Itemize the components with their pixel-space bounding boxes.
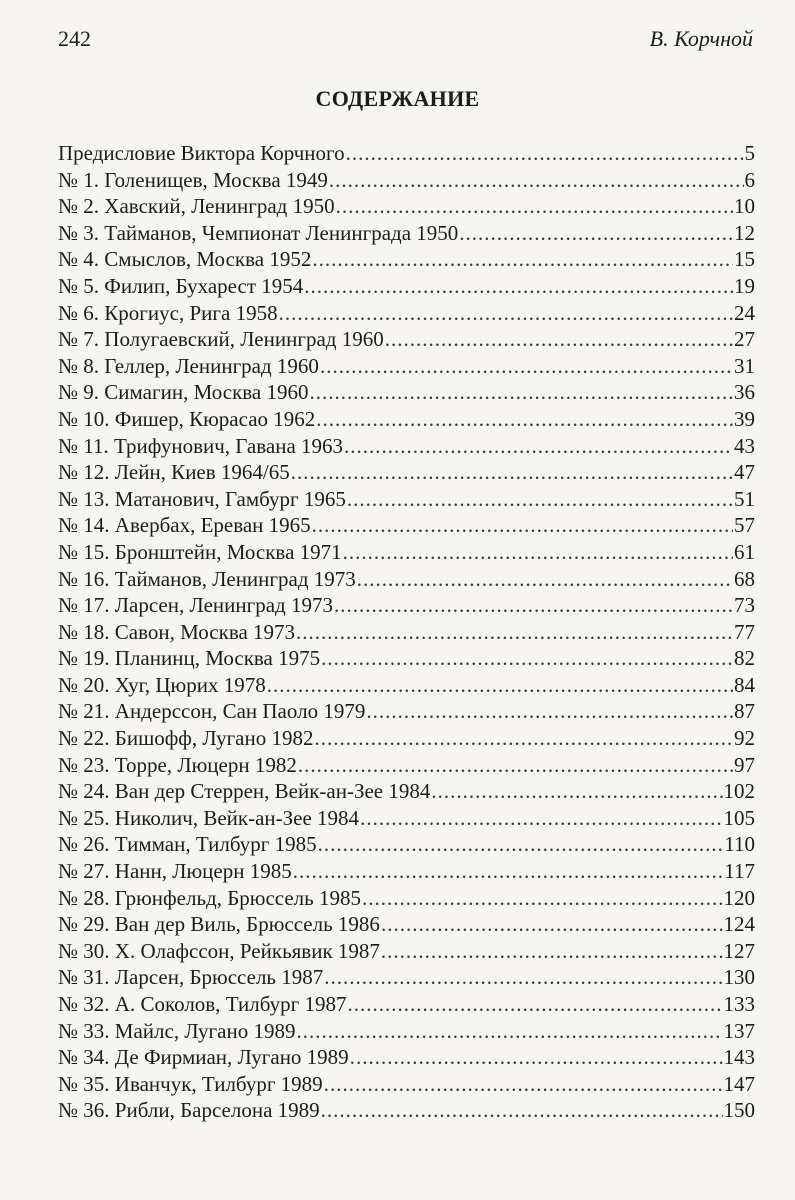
- toc-entry-page: 27: [734, 327, 755, 352]
- toc-entry-title: № 4. Смыслов, Москва 1952: [58, 247, 312, 272]
- dot-leader: [312, 246, 733, 273]
- contents-heading: СОДЕРЖАНИЕ: [315, 86, 480, 111]
- toc-entry-page: 120: [723, 885, 755, 910]
- toc-entry-page: 73: [734, 593, 755, 618]
- toc-entry-page: 147: [723, 1071, 755, 1096]
- toc-entry-page: 6: [744, 167, 755, 192]
- dot-leader: [343, 539, 733, 566]
- toc-entry: [58, 326, 755, 353]
- toc-entry-title: № 13. Матанович, Гамбург 1965: [58, 486, 346, 511]
- toc-entry-page: 87: [734, 699, 755, 724]
- toc-entry-page: 102: [723, 779, 755, 804]
- toc-entry-title: № 36. Рибли, Барселона 1989: [58, 1098, 320, 1123]
- dot-leader: [320, 353, 733, 380]
- toc-entry: [58, 1018, 755, 1045]
- toc-entry-title: № 27. Нанн, Люцерн 1985: [58, 859, 292, 884]
- dot-leader: [312, 512, 733, 539]
- toc-entry: [58, 1044, 755, 1071]
- dot-leader: [296, 1018, 722, 1045]
- toc-entry-page: 150: [723, 1098, 755, 1123]
- toc-entry-title: № 32. А. Соколов, Тилбург 1987: [58, 992, 347, 1016]
- toc-entry: [58, 619, 755, 646]
- toc-entry-title: № 12. Лейн, Киев 1964/65: [58, 460, 290, 485]
- toc-entry-page: 68: [734, 566, 755, 591]
- toc-entry-page: 15: [734, 247, 755, 272]
- toc-entry-title: № 6. Крогиус, Рига 1958: [58, 300, 278, 325]
- toc-entry-title: № 29. Ван дер Виль, Брюссель 1986: [58, 912, 380, 937]
- dot-leader: [324, 964, 722, 991]
- dot-leader: [267, 672, 733, 699]
- toc-entry: [58, 805, 755, 832]
- toc-entry-page: 19: [734, 273, 755, 298]
- toc-entry-title: № 19. Планинц, Москва 1975: [58, 646, 321, 671]
- toc-entry-title: № 31. Ларсен, Брюссель 1987: [58, 965, 324, 990]
- dot-leader: [381, 938, 723, 965]
- toc-entry: [58, 778, 755, 805]
- dot-leader: [296, 619, 733, 646]
- dot-leader: [366, 698, 733, 725]
- toc-entry: [58, 353, 755, 380]
- toc-entry-title: № 25. Николич, Вейк-ан-Зее 1984: [58, 805, 360, 830]
- toc-entry-title: № 16. Тайманов, Ленинград 1973: [58, 566, 356, 591]
- toc-entry-title: № 15. Бронштейн, Москва 1971: [58, 539, 342, 564]
- toc-entry-title: № 35. Иванчук, Тилбург 1989: [58, 1071, 323, 1096]
- toc-entry-page: 110: [724, 832, 755, 857]
- toc-entry-page: 31: [734, 353, 755, 378]
- toc-entry-title: № 22. Бишофф, Лугано 1982: [58, 726, 314, 751]
- toc-entry-page: 82: [734, 646, 755, 671]
- toc-entry: [58, 220, 755, 247]
- toc-entry-page: 57: [734, 513, 755, 538]
- toc-entry: [58, 193, 755, 220]
- toc-entry-title: № 7. Полугаевский, Ленинград 1960: [58, 327, 384, 352]
- toc-entry-title: № 28. Грюнфельд, Брюссель 1985: [58, 885, 361, 910]
- page-number: 242: [58, 26, 91, 51]
- toc-entry-page: 130: [723, 965, 755, 990]
- dot-leader: [350, 1044, 723, 1071]
- toc-entry-title: № 5. Филип, Бухарест 1954: [58, 273, 304, 298]
- toc-entry-page: 61: [734, 539, 755, 564]
- dot-leader: [357, 566, 733, 593]
- toc-entry-page: 117: [724, 859, 755, 884]
- toc-entry: [58, 167, 755, 194]
- toc-entry-title: № 10. Фишер, Кюрасао 1962: [58, 406, 316, 431]
- toc-entry-title: Предисловие Виктора Корчного: [58, 141, 345, 165]
- dot-leader: [318, 831, 724, 858]
- toc-entry-page: 39: [734, 406, 755, 431]
- dot-leader: [346, 140, 744, 167]
- toc-entry-page: 137: [723, 1018, 755, 1043]
- toc-entry-page: 10: [734, 194, 755, 219]
- dot-leader: [431, 778, 722, 805]
- dot-leader: [362, 885, 723, 912]
- dot-leader: [329, 167, 744, 194]
- dot-leader: [360, 805, 722, 832]
- dot-leader: [291, 459, 733, 486]
- toc-entry-title: № 34. Де Фирмиан, Лугано 1989: [58, 1045, 349, 1070]
- toc-entry-page: 143: [723, 1045, 755, 1070]
- running-head-author: В. Корчной: [649, 26, 753, 51]
- dot-leader: [279, 300, 733, 327]
- dot-leader: [316, 406, 733, 433]
- dot-leader: [336, 193, 733, 220]
- toc-entry: [58, 698, 755, 725]
- dot-leader: [347, 486, 733, 513]
- toc-entry: [58, 752, 755, 779]
- toc-entry-page: 92: [734, 726, 755, 751]
- toc-entry-title: № 30. Х. Олафссон, Рейкьявик 1987: [58, 938, 380, 963]
- toc-entry-title: № 23. Торре, Люцерн 1982: [58, 752, 297, 777]
- dot-leader: [347, 991, 722, 1018]
- toc-entry-title: № 20. Хуг, Цюрих 1978: [58, 672, 266, 697]
- dot-leader: [324, 1071, 723, 1098]
- toc-entry: [58, 566, 755, 593]
- toc-entry-title: № 18. Савон, Москва 1973: [58, 619, 296, 644]
- toc-entry-page: 77: [734, 619, 755, 644]
- toc-entry-page: 124: [723, 912, 755, 937]
- dot-leader: [385, 326, 733, 353]
- dot-leader: [344, 433, 733, 460]
- dot-leader: [334, 592, 733, 619]
- toc-entry-page: 97: [734, 752, 755, 777]
- toc-entry-page: 51: [734, 486, 755, 511]
- dot-leader: [293, 858, 724, 885]
- toc-entry: [58, 911, 755, 938]
- toc-entry-title: № 1. Голенищев, Москва 1949: [58, 167, 328, 192]
- toc-entry: [58, 300, 755, 327]
- toc-entry-title: № 17. Ларсен, Ленинград 1973: [58, 593, 333, 618]
- toc-entry: [58, 645, 755, 672]
- toc-entry-page: 47: [734, 460, 755, 485]
- toc-entry: [58, 1097, 755, 1124]
- toc-entry-page: 43: [734, 433, 755, 458]
- toc-entry: [58, 885, 755, 912]
- toc-entry: [58, 672, 755, 699]
- toc-entry-title: № 3. Тайманов, Чемпионат Ленинграда 1950: [58, 220, 459, 245]
- toc-entry: [58, 858, 755, 885]
- toc-entry: [58, 831, 755, 858]
- toc-entry-page: 5: [744, 141, 755, 165]
- toc-entry: [58, 273, 755, 300]
- dot-leader: [321, 645, 733, 672]
- dot-leader: [321, 1097, 723, 1124]
- toc-entry: [58, 592, 755, 619]
- dot-leader: [298, 752, 733, 779]
- dot-leader: [310, 379, 734, 406]
- toc-entry-page: 127: [723, 938, 755, 963]
- toc-entry: [58, 140, 755, 167]
- toc-entry: [58, 539, 755, 566]
- toc-entry-title: № 26. Тимман, Тилбург 1985: [58, 832, 317, 857]
- dot-leader: [381, 911, 723, 938]
- toc-entry-page: 105: [723, 805, 755, 830]
- toc-entry: [58, 486, 755, 513]
- toc-entry: [58, 964, 755, 991]
- toc-entry-title: № 11. Трифунович, Гавана 1963: [58, 433, 344, 458]
- toc-entry: [58, 379, 755, 406]
- toc-entry: [58, 938, 755, 965]
- toc-entry-page: 24: [734, 300, 755, 325]
- toc-entry: [58, 1071, 755, 1098]
- dot-leader: [315, 725, 734, 752]
- table-of-contents: [58, 140, 755, 1124]
- toc-entry: [58, 991, 755, 1018]
- toc-entry-title: № 8. Геллер, Ленинград 1960: [58, 353, 319, 378]
- toc-entry: [58, 459, 755, 486]
- toc-entry-title: № 21. Андерссон, Сан Паоло 1979: [58, 699, 366, 724]
- toc-entry: [58, 406, 755, 433]
- dot-leader: [304, 273, 733, 300]
- toc-entry: [58, 433, 755, 460]
- toc-entry-page: 36: [734, 380, 755, 405]
- toc-entry-title: № 24. Ван дер Стеррен, Вейк-ан-Зее 1984: [58, 779, 431, 804]
- toc-entry-title: № 33. Майлс, Лугано 1989: [58, 1018, 296, 1043]
- toc-entry-title: № 9. Симагин, Москва 1960: [58, 380, 309, 405]
- toc-entry-page: 84: [734, 672, 755, 697]
- toc-entry: [58, 512, 755, 539]
- toc-entry-page: 12: [734, 220, 755, 245]
- dot-leader: [459, 220, 733, 247]
- toc-entry-title: № 2. Хавский, Ленинград 1950: [58, 194, 335, 219]
- toc-entry: [58, 725, 755, 752]
- toc-entry-page: 133: [723, 992, 755, 1016]
- toc-entry-title: № 14. Авербах, Ереван 1965: [58, 513, 311, 538]
- toc-entry: [58, 246, 755, 273]
